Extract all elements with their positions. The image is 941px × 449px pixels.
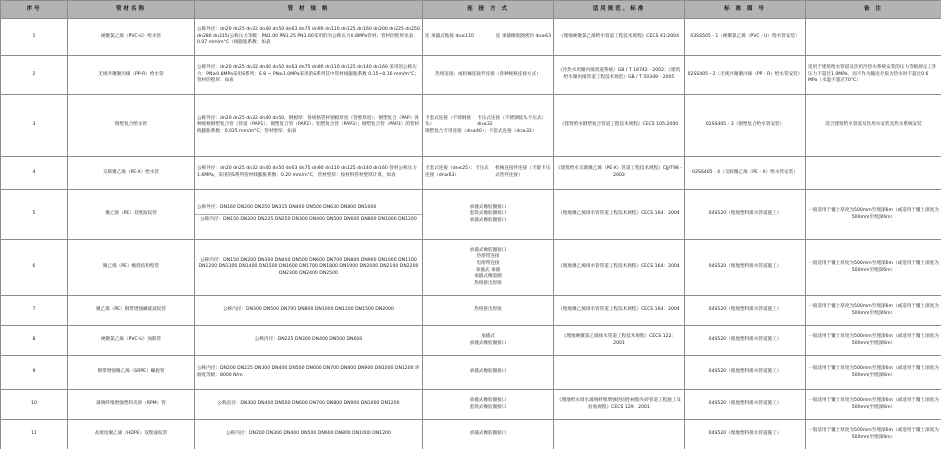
standard-drawing-no: 04S520（埋地塑料排水管道施工）	[685, 240, 806, 296]
connection-item: 热熔挤出焊接	[474, 280, 502, 286]
table-row	[1, 157, 941, 190]
connection-item: 承插式 承插	[475, 267, 501, 273]
standard: 《建筑给水交联聚乙烯（PE-X）管道工程技术规程》CJJ/T98 - 2003	[554, 157, 685, 190]
connection-item: 承插式橡胶圈接口	[469, 217, 507, 223]
standard: 《埋地聚乙烯排水管管道工程技术规程》CECS 164：2004	[554, 190, 685, 240]
remark: 一般适用于覆土厚度为500mm至埋深6m（或适用于覆土深度为500mm至埋深6m）	[806, 390, 941, 420]
row-no: 1	[1, 19, 68, 56]
pipe-spec: 公称内径：DN300 DN500 DN700 DN800 DN1000 DN1200 DN1500 DN2000	[195, 296, 423, 326]
table-row	[1, 296, 941, 326]
standard-drawing-no: 02SS405 - 2（无规共聚聚丙烯（PP - R）给水管安装）	[685, 56, 806, 95]
header-no: 序号	[1, 1, 68, 19]
standard-drawing-no: 04S520（埋地塑料排水管道施工）	[685, 296, 806, 326]
connection-method: 承插式橡胶圈接口	[423, 420, 554, 449]
pipe-spec: 公称外径：dn20 dn25 dn32 dn40 dn50，钢板厚：各规格管材钢板厚度（管壁厚度）；钢塑复合（PAP）各种规格钢塑复合管（管道（PAP1）；钢塑复合管（PAP2）；铝塑复合管（PAP3）；钢塑复合管（PAP3）的管材线膨胀系数：0.025 mm/m°C；管材壁厚：如表	[195, 95, 423, 157]
pipe-name: 硬聚氯乙烯（PVC-U）加筋管	[68, 326, 195, 356]
remark	[806, 19, 941, 56]
pipe-spec-outer: 公称外径：DN160 DN200 DN250 DN315 DN400 DN500 DN630 DN800 DN1000	[197, 205, 377, 211]
standard-drawing-no: 04S520（埋地塑料排水管道施工）	[685, 390, 806, 420]
connection-method	[423, 157, 554, 190]
connection-right: 连 承插橡胶圈密封 dn≥63	[495, 33, 551, 39]
connection-stack	[425, 205, 551, 225]
connection-item: 承插式	[481, 333, 495, 339]
row-no: 11	[1, 420, 68, 449]
pipe-name: 玻璃纤维增强塑料夹砂（RPM）管	[68, 390, 195, 420]
connection-item: 热熔带连接	[476, 254, 500, 260]
remark: 一般适用于覆土厚度为500mm至埋深6m（或适用于覆土深度为500mm至埋深6m）	[806, 356, 941, 390]
header-row	[1, 1, 941, 19]
header-remark: 备 注	[806, 1, 941, 19]
connection-right: 卡压式连接（不锈钢接头卡压式）dn≤32	[477, 115, 547, 128]
table-row	[1, 356, 941, 390]
connection-method: 热熔连接；或机械连接件连接（各种规格连接方式）	[423, 56, 554, 95]
pipe-spec: 公称外径：dn20 dn25 dn32 dn40 dn50 dn63 dn75 dn90 dn110 dn125 dn140 dn160 采用的公称压力：PN≥0.8MPa采用S系列：S 8 ~ PN≥1.0MPa采用的S系列其中管材线膨胀系数 0.15~0.16 mm/m°C；管材的壁厚：如表	[195, 56, 423, 95]
table-row	[1, 190, 941, 240]
connection-item: 电熔带连接	[476, 260, 500, 266]
pipe-name: 聚乙烯（PE）钢带增强螺旋波纹管	[68, 296, 195, 326]
header-spec: 管 材 规 格	[195, 1, 423, 19]
connection-method	[423, 190, 554, 240]
pipe-spec: 公称内径：DN150 DN200 DN300 DN400 DN500 DN600 DN700 DN800 DN900 DN1000 DN1100 DN1200 DN1300 DN1400 DN1500 DN1600 DN1700 DN1800 DN1900 DN2000 DN2100 DN2200 DN2300 DN2400 DN2500	[195, 240, 423, 296]
connection-method: 承插式橡胶圈接口	[423, 356, 554, 390]
table-row	[1, 95, 941, 157]
pipe-name: 无规共聚聚丙烯（PP-R）给水管	[68, 56, 195, 95]
standard-drawing-no: 02SS405 - 4（交联聚乙烯（PE - X）给水管安装）	[685, 157, 806, 190]
table-row	[1, 240, 941, 296]
connection-item: 承插式橡胶圈接口	[469, 204, 507, 210]
table-row	[1, 420, 941, 449]
table-row	[1, 390, 941, 420]
remark: 一般适用于覆土厚度为500mm至埋深6m（或适用于覆土深度为500mm至埋深6m）	[806, 296, 941, 326]
connection-item: 承插式橡胶圈接口	[469, 247, 507, 253]
remark: 一般适用于覆土厚度为500mm至埋深6m（或适用于覆土深度为500mm至埋深6m）	[806, 326, 941, 356]
standard: 《埋地给水排水玻璃纤维增强热固性树脂夹砂管道工程施工及验收规程》CECS 129：2001	[554, 390, 685, 420]
connection-method	[423, 19, 554, 56]
connection-stack	[425, 398, 551, 411]
row-no: 7	[1, 296, 68, 326]
pipe-spec: 公称内径：DN200 DN300 DN400 DN500 DN600 DN800 DN1000 DN1200	[195, 420, 423, 449]
row-no: 5	[1, 190, 68, 240]
connection-stack	[425, 248, 551, 288]
standard: 《埋地聚乙烯排水管管道工程技术规程》CECS 164：2004	[554, 240, 685, 296]
remark: 适合建筑给水管道及饮用水安装及热水系统安装	[806, 95, 941, 157]
connection-method	[423, 240, 554, 296]
header-name: 管材名称	[68, 1, 195, 19]
standard-drawing-no: 04S520（埋地塑料排水管道施工）	[685, 420, 806, 449]
connection-method	[423, 95, 554, 157]
pipe-spec-inner: 公称内径：DN150 DN200 DN225 DN250 DN300 DN400 DN500 DN600 DN800 DN1000 DN1200	[195, 214, 422, 224]
header-connection: 连 接 方 式	[423, 1, 554, 19]
table-row	[1, 19, 941, 56]
connection-item: 套筒式橡胶圈接口	[469, 211, 507, 217]
standard-drawing-no: 04S520（埋地塑料排水管道施工）	[685, 326, 806, 356]
pipe-name: 聚乙烯（PE）双壁波纹管	[68, 190, 195, 240]
pipe-name: 钢带增强聚乙烯（SRPE）螺旋管	[68, 356, 195, 390]
pipe-name: 聚乙烯（PE）缠绕结构壁管	[68, 240, 195, 296]
pipe-spec: 公称外径：dn20 dn25 dn32 dn40 dn50 dn63 dn75 dn90 dn110 dn125 dn160 dn200 dn225 dn250 dn280 dn315(公称压力等级：PN1.00 PN1.25 PN1.60采用的为公称压力0.8MPa管材；管材的壁厚见表：0.07 mm/m°C（线膨胀系数：如表	[195, 19, 423, 56]
standard-drawing-no: 04S520（埋地塑料排水管道施工）	[685, 190, 806, 240]
pipe-name: 钢塑复合给水管	[68, 95, 195, 157]
pipe-name: 高密度聚乙烯（HDPE）双壁波纹管	[68, 420, 195, 449]
row-no: 9	[1, 356, 68, 390]
standard: 《埋地聚乙烯排水管管道工程技术规程》CECS 164：2004	[554, 296, 685, 326]
remark: 适用于建筑给水管道及饮用冷热水系统安装的压力等级规定工作压力不超过1.0MPa，而不作为输送介质为热水时不超过0.6 MPa（水温不超过70°C）	[806, 56, 941, 95]
connection-item: 承插式橡胶圈接口	[469, 340, 507, 346]
standard	[554, 420, 685, 449]
pipe-spec: 公称内径：DN200 DN225 DN300 DN400 DN500 DN600 DN700 DN800 DN900 DN1000 DN1200 环刚度等级：8000 N/m	[195, 356, 423, 390]
connection-left: 连 承插式粘接 dn≤110	[425, 33, 474, 39]
remark: 一般适用于覆土厚度为500mm至埋深6m（或适用于覆土深度为500mm至埋深6m）	[806, 240, 941, 296]
pipe-name: 交联聚乙烯（PE-X）给水管	[68, 157, 195, 190]
remark: 一般适用于覆土厚度为500mm至埋深6m（或适用于覆土深度为500mm至埋深6m）	[806, 420, 941, 449]
standard: 《建筑给水钢塑复合管道工程技术规程》CECS 105:2000	[554, 95, 685, 157]
standard	[554, 356, 685, 390]
standard: 《埋地硬聚氯乙烯排水管道工程技术规程》CECS 122：2001	[554, 326, 685, 356]
pipe-spec: 公称内径：DN225 DN300 DN400 DN500 DN600	[195, 326, 423, 356]
connection-item: 套筒式橡胶圈接口	[469, 404, 507, 410]
connection-extra: 钢塑复合专用连接（dn≤40）；卡套式连接（dn≥32）	[425, 128, 537, 134]
connection-item: 承插式橡胶圈	[474, 274, 502, 280]
connection-stack	[425, 334, 551, 347]
header-standard: 适用规范、标准	[554, 1, 685, 19]
header-std-no: 标 准 图 号	[685, 1, 806, 19]
pipe-spec	[195, 190, 423, 240]
row-no: 6	[1, 240, 68, 296]
connection-left: 卡套式连接（dn≤25）；卡压式连接（dn≥63）	[425, 166, 489, 178]
connection-method	[423, 326, 554, 356]
pipe-spec: 公称外径：dn20 dn25 dn32 dn40 dn50 dn63 dn75 dn90 dn110 dn125 dn140 dn160 管材公称压力1.6MPa，采用的S系列管材线膨胀系数：0.20 mm/m°C，管材壁厚：按材料管材壁厚计算，如表	[195, 157, 423, 190]
standard: 《埋地硬聚氯乙烯给水管道工程技术规程》CECS 41:2004	[554, 19, 685, 56]
row-no: 2	[1, 56, 68, 95]
row-no: 10	[1, 390, 68, 420]
standard-drawing-no: 02SS405 - 3（钢塑复合给水管安装）	[685, 95, 806, 157]
connection-item: 承插式橡胶圈接口	[469, 397, 507, 403]
remark	[806, 157, 941, 190]
standard-drawing-no: 03SS505 - 1（硬聚氯乙烯（PVC - U）给水管安装）	[685, 19, 806, 56]
connection-method: 热熔挤出焊接	[423, 296, 554, 326]
row-no: 4	[1, 157, 68, 190]
table-row	[1, 326, 941, 356]
pipe-name: 硬聚氯乙烯（PVC-U）给水管	[68, 19, 195, 56]
standard-drawing-no: 04S520（埋地塑料排水管道施工）	[685, 356, 806, 390]
row-no: 3	[1, 95, 68, 157]
connection-method	[423, 390, 554, 420]
remark: 一般适用于覆土厚度为500mm至埋深6m（或适用于覆土深度为500mm至埋深6m）	[806, 190, 941, 240]
row-no: 8	[1, 326, 68, 356]
standard: 《冷热水用聚丙烯管道系统》GB / T 18742 - 2002；《建筑给水聚丙烯管道工程技术规范》GB / T 50349 - 2005	[554, 56, 685, 95]
connection-left: 卡套式连接（不锈钢接头）	[425, 115, 471, 128]
pipe-spec: 公称直径：DN300 DN400 DN500 DN600 DN700 DN800 DN900 DN1000 DN1200	[195, 390, 423, 420]
connection-right: 机械连接件连接（卡箍卡压式管件连接）	[495, 166, 551, 178]
table-row	[1, 56, 941, 95]
